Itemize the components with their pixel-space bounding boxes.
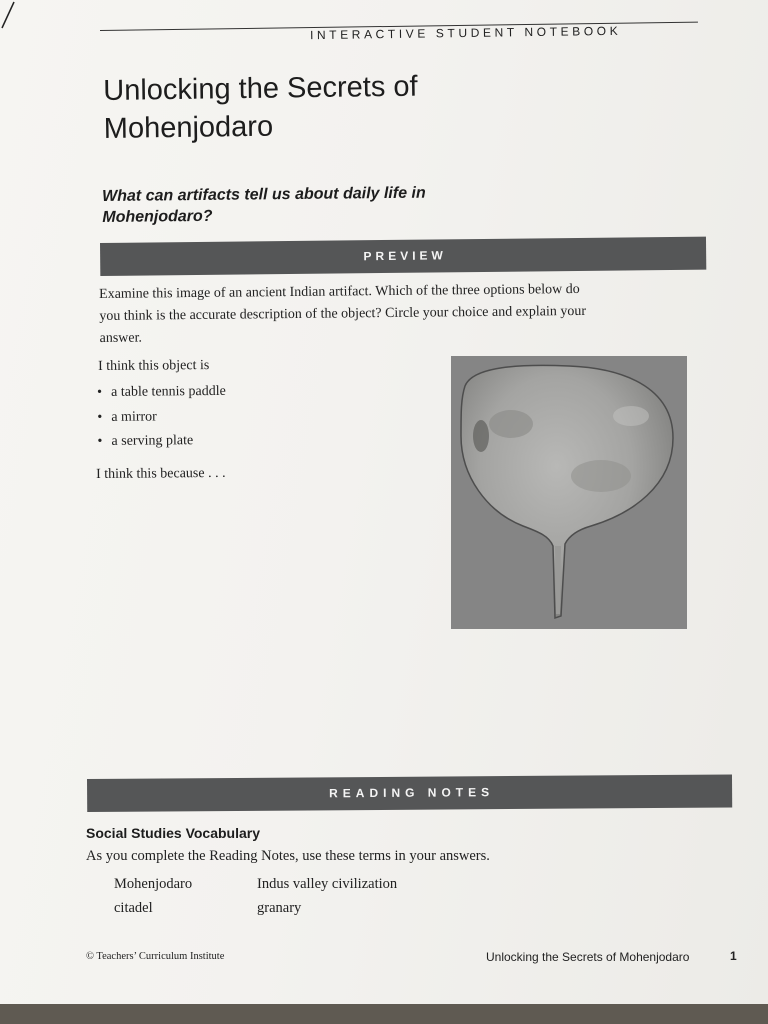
essential-question: What can artifacts tell us about daily life in Mohenjodaro? — [102, 184, 426, 226]
answer-options — [95, 380, 226, 455]
vocabulary-title: Social Studies Vocabulary — [86, 825, 261, 841]
vocabulary-instructions: As you complete the Reading Notes, use these terms in your answers. — [86, 848, 490, 864]
preview-banner — [100, 237, 706, 276]
mirror-artifact-icon — [451, 356, 687, 629]
notebook-label: INTERACTIVE STUDENT NOTEBOOK — [309, 23, 622, 43]
preview-prompt: Examine this image of an ancient Indian artifact. Which of the three options below do you think is the accurate description of the object? Circle your choice and explain your answer. — [99, 281, 587, 346]
reading-notes-banner — [87, 774, 732, 812]
because-prompt: I think this because . . . — [96, 465, 226, 482]
artifact-photo — [451, 356, 687, 629]
option-item[interactable]: • a mirror — [95, 404, 226, 430]
pen-mark — [0, 0, 20, 30]
preview-banner-label: PREVIEW — [363, 248, 447, 264]
page-title: Unlocking the Secrets of Mohenjodaro — [103, 70, 418, 145]
option-item[interactable]: • a serving plate — [95, 429, 226, 455]
vocab-term: Indus valley civilization — [257, 876, 398, 892]
copyright-notice: © Teachers’ Curriculum Institute — [86, 951, 225, 962]
vocab-term: Mohenjodaro — [114, 876, 193, 892]
page-number: 1 — [730, 949, 737, 963]
reading-notes-banner-label: READING NOTES — [329, 785, 495, 801]
running-title: Unlocking the Secrets of Mohenjodaro — [486, 950, 690, 964]
option-item[interactable]: • a table tennis paddle — [95, 380, 226, 406]
vocab-term: citadel — [114, 900, 153, 916]
vocab-term: granary — [257, 900, 302, 916]
think-intro: I think this object is — [98, 358, 210, 374]
table-surface — [0, 1004, 768, 1024]
